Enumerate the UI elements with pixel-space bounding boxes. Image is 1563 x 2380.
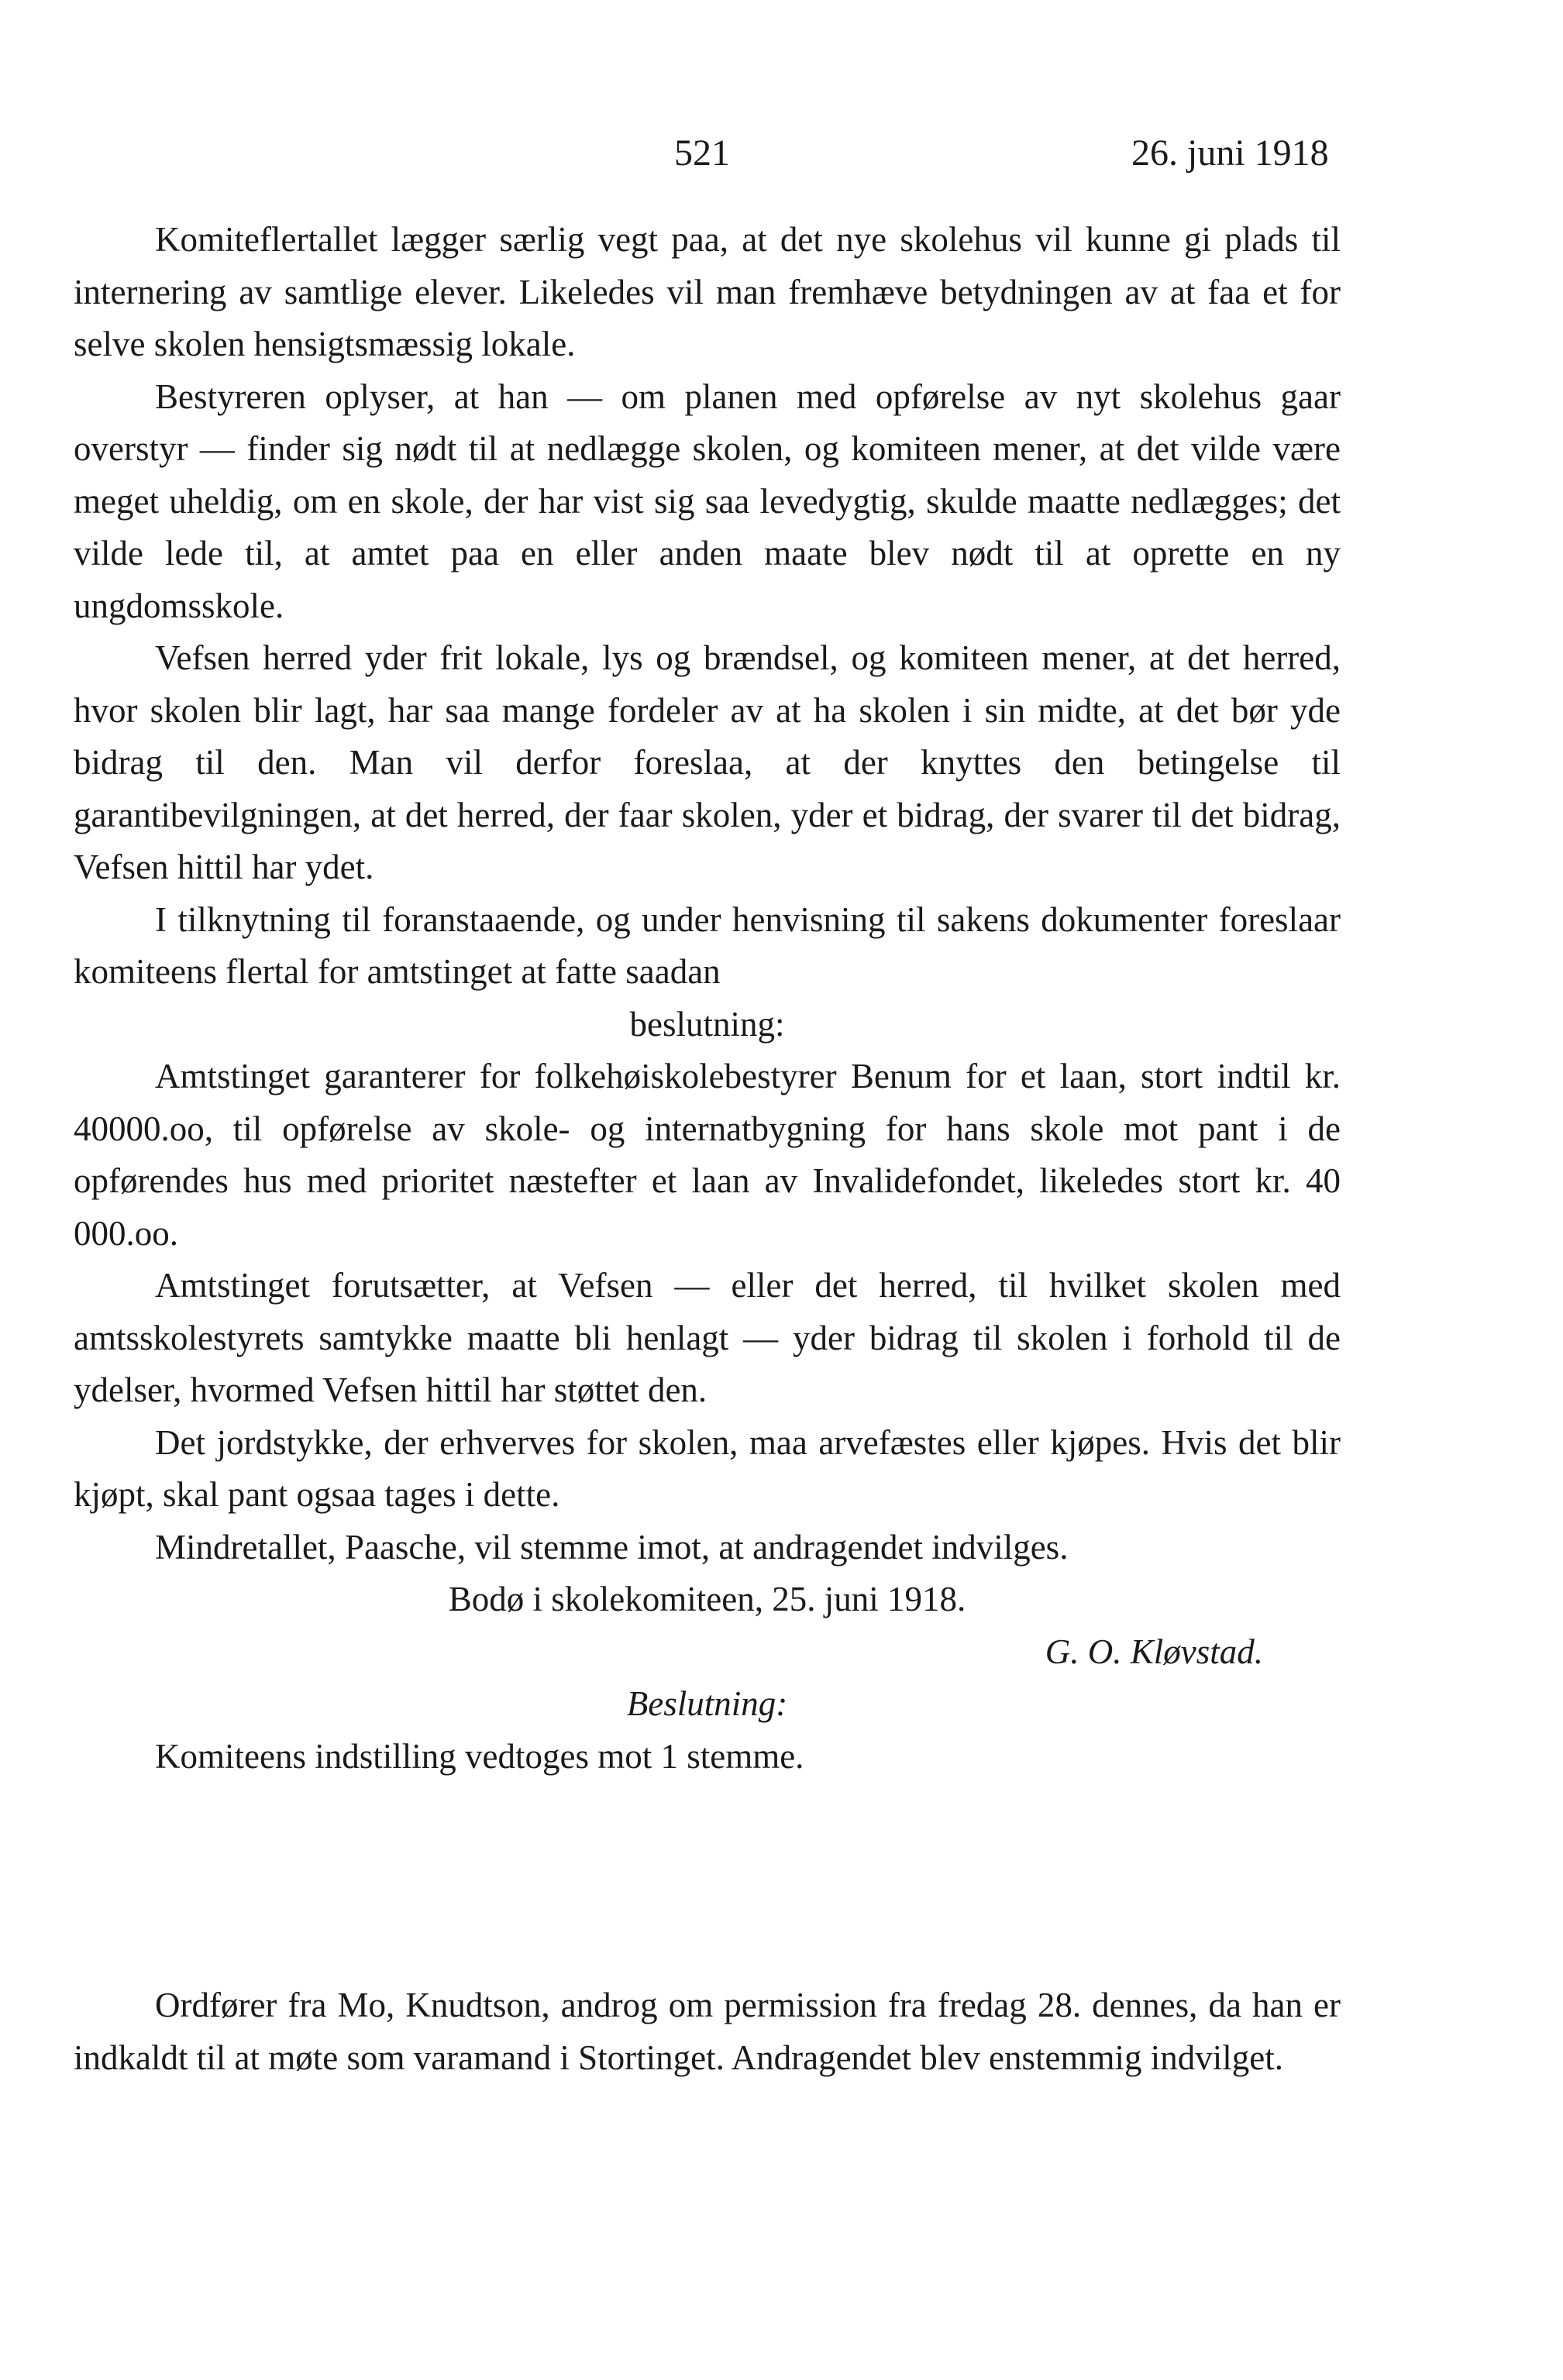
main-text-block — [74, 214, 1341, 1783]
resolution-paragraph-1: Amtstinget garanterer for folkehøiskolebestyrer Benum for et laan, stort indtil kr. 40000.oo, til opførelse av skole- og internatbygning for hans skole mot pant i de opførendes hus med prioritet næstefter et laan av Invalidefondet, likeledes stort kr. 40 000.oo. — [74, 1057, 1341, 1253]
paragraph-2: Bestyreren oplyser, at han — om planen med opførelse av nyt skolehus gaar overstyr — finder sig nødt til at nedlægge skolen, og komiteen mener, at det vilde være meget uheldig, om en skole, der har vist sig saa levedygtig, skulde maatte nedlægges; det vilde lede til, at amtet paa en eller anden maate blev nødt til at oprette en ny ungdomsskole. — [74, 377, 1341, 625]
place-date-line: Bodø i skolekomiteen, 25. juni 1918. — [448, 1580, 966, 1618]
page-number: 521 — [674, 132, 730, 174]
second-section-paragraph: Ordfører fra Mo, Knudtson, androg om permission fra fredag 28. dennes, da han er indkaldt til at møte som varamand i Stortinget. Andragendet blev enstemmig indvilget. — [74, 1986, 1341, 2077]
resolution-paragraph-2: Amtstinget forutsætter, at Vefsen — eller det herred, til hvilket skolen med amtsskolestyrets samtykke maatte bli henlagt — yder bidrag til skolen i forhold til de ydelser, hvormed Vefsen hittil har støttet den. — [74, 1266, 1341, 1409]
decision-text: Komiteens indstilling vedtoges mot 1 stemme. — [155, 1736, 804, 1776]
paragraph-1: Komiteflertallet lægger særlig vegt paa, at det nye skolehus vil kunne gi plads til internering av samtlige elever. Likeledes vil man fremhæve betydningen av at faa et for selve skolen hensigtsmæssig lokale. — [74, 220, 1341, 363]
signature: G. O. Kløvstad. — [1045, 1632, 1263, 1671]
page-header-date: 26. juni 1918 — [1131, 132, 1329, 174]
second-text-block — [74, 1979, 1341, 2084]
paragraph-4: I tilknytning til foranstaaende, og under henvisning til sakens dokumenter foreslaar komiteens flertal for amtstinget at fatte saadan — [74, 899, 1341, 991]
resolution-label: beslutning: — [629, 1004, 785, 1044]
paragraph-3: Vefsen herred yder frit lokale, lys og brændsel, og komiteen mener, at det herred, hvor skolen blir lagt, har saa mange fordeler av at ha skolen i sin midte, at det bør yde bidrag til den. Man vil derfor foreslaa, at der knyttes den betingelse til garantibevilgningen, at det herred, der faar skolen, yder et bidrag, der svarer til det bidrag, Vefsen hittil har ydet. — [74, 638, 1341, 886]
resolution-paragraph-4: Mindretallet, Paasche, vil stemme imot, at andragendet indvilges. — [155, 1527, 1069, 1567]
decision-heading: Beslutning: — [626, 1684, 788, 1723]
resolution-paragraph-3: Det jordstykke, der erhverves for skolen, maa arvefæstes eller kjøpes. Hvis det blir kjøpt, skal pant ogsaa tages i dette. — [74, 1422, 1341, 1514]
